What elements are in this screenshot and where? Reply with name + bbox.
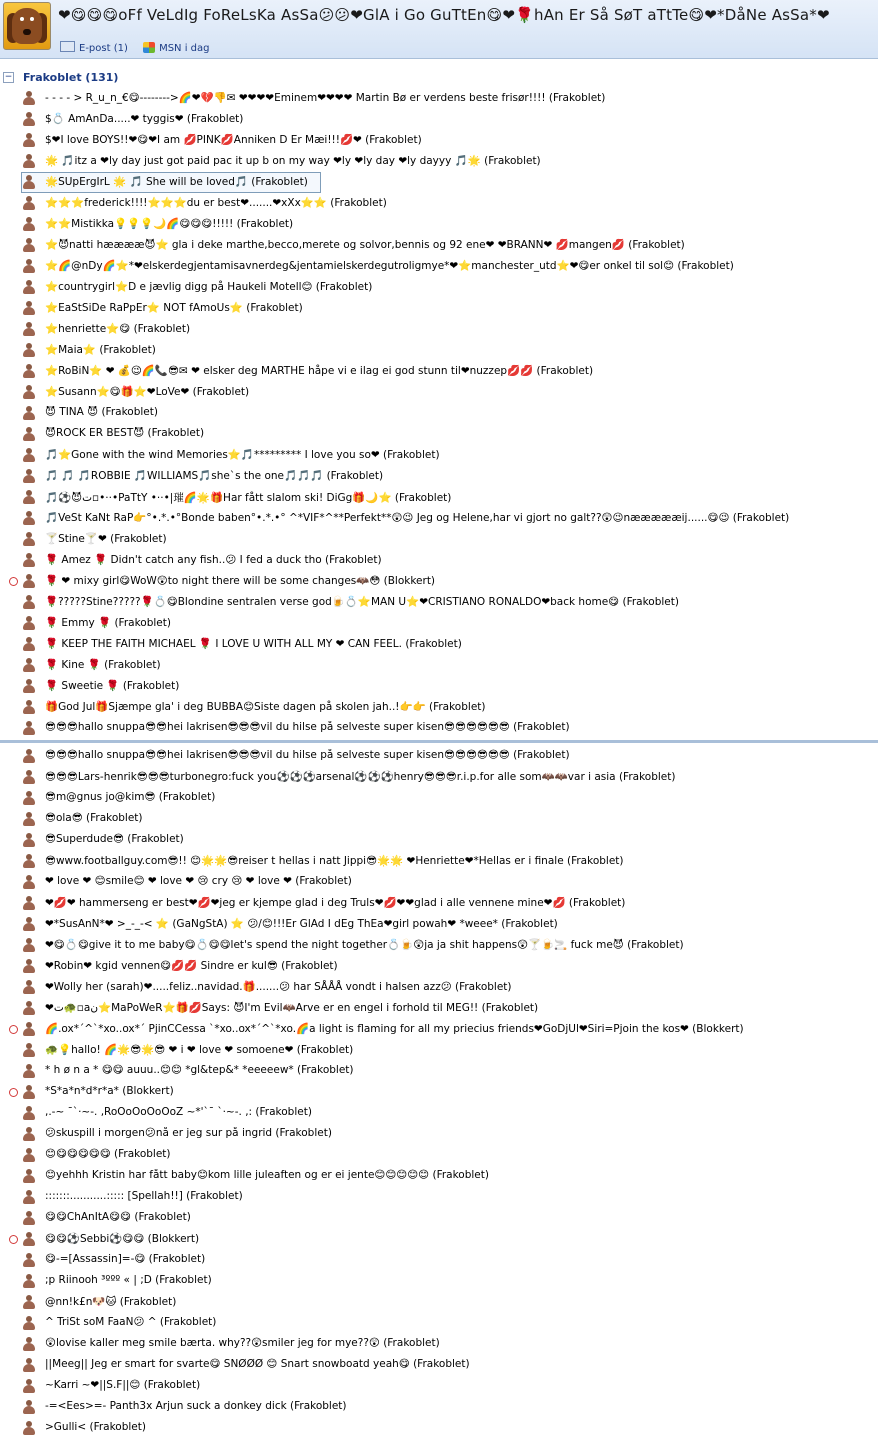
contact-row[interactable] <box>0 1166 878 1187</box>
contact-name: 🌹 ❤ mixy girl😋WoW😲to night there will be some changes🦇😳 (Blokkert) <box>45 575 436 587</box>
contact-name: 🌹 KEEP THE FAITH MICHAEL 🌹 I LOVE U WITH ALL MY ❤ CAN FEEL. (Frakoblet) <box>45 638 462 650</box>
contact-name: ❤😋💍😋give it to me baby😋💍😋😋let's spend the night together💍🍺😲ja ja shit happens😲🍸🍺🚬 fuck me😈 (Frakoblet) <box>45 939 684 951</box>
offline-buddy-icon <box>22 1127 36 1142</box>
contact-row[interactable] <box>0 571 878 592</box>
offline-buddy-icon <box>22 343 36 358</box>
display-name[interactable]: ❤😋😋😋oFf VeLdIg FoReLsKa AsSa😕😕❤GlA i Go GuTtEn😋❤🌹hAn Er Så SøT aTtTe😋❤*DåNe AsSa*❤ <box>58 6 830 24</box>
contact-row[interactable] <box>0 466 878 487</box>
contact-name: ⭐⭐⭐frederick!!!!⭐⭐⭐du er best❤.......❤xXx⭐⭐ (Frakoblet) <box>45 197 387 209</box>
blocked-icon <box>9 1088 18 1097</box>
offline-buddy-icon <box>22 1253 36 1268</box>
offline-buddy-icon <box>22 154 36 169</box>
contact-name: 🎵 🎵 🎵ROBBIE 🎵WILLIAMS🎵she`s the one🎵🎵🎵 (Frakoblet) <box>45 470 384 482</box>
contact-row[interactable] <box>0 361 878 382</box>
contact-row[interactable] <box>0 256 878 277</box>
contact-name: $💍 AmAnDa.....❤ tyggis❤ (Frakoblet) <box>45 113 244 125</box>
contact-row[interactable] <box>0 914 878 935</box>
blocked-icon <box>9 577 18 586</box>
contact-name: ❤ love ❤ 😊smile😊 ❤ love ❤ 😢 cry 😢 ❤ love ❤ (Frakoblet) <box>45 875 352 887</box>
contact-row[interactable] <box>0 718 878 739</box>
contact-name: ❤Robin❤ kgid vennen😋💋💋 Sindre er kul😎 (Frakoblet) <box>45 960 338 972</box>
contact-row[interactable] <box>0 1103 878 1124</box>
contact-name: 😎ola😎 (Frakoblet) <box>45 812 143 824</box>
contact-row[interactable] <box>0 214 878 235</box>
offline-buddy-icon <box>22 217 36 232</box>
contact-name: ⭐EaStSiDe RaPpEr⭐ NOT fAmoUs⭐ (Frakoblet) <box>45 302 303 314</box>
contact-name: $❤I love BOYS!!❤😋❤I am 💋PINK💋Anniken D Er Mæi!!!💋❤ (Frakoblet) <box>45 134 422 146</box>
offline-buddy-icon <box>22 1064 36 1079</box>
offline-buddy-icon <box>22 406 36 421</box>
group-offline[interactable] <box>0 70 878 86</box>
offline-buddy-icon <box>22 959 36 974</box>
contact-name: ^ TriSt soM FaaN😕 ^ (Frakoblet) <box>45 1316 217 1328</box>
blocked-icon <box>9 1235 18 1244</box>
contact-name: 🌹 Kine 🌹 (Frakoblet) <box>45 659 161 671</box>
contact-row[interactable] <box>0 676 878 697</box>
contact-row[interactable] <box>0 508 878 529</box>
offline-buddy-icon <box>22 1106 36 1121</box>
offline-buddy-icon <box>22 1043 36 1058</box>
contact-row[interactable] <box>0 1376 878 1397</box>
contact-row[interactable] <box>0 151 878 172</box>
contact-name: 🎵⚽😈ت▫•··•PaTtY •··•|璀🌈🌟🎁Har fått slalom ski! DiGg🎁🌙⭐ (Frakoblet) <box>45 492 452 504</box>
offline-buddy-icon <box>22 917 36 932</box>
contact-row[interactable] <box>0 550 878 571</box>
offline-buddy-icon <box>22 91 36 106</box>
offline-buddy-icon <box>22 427 36 442</box>
contact-name: ❤*SusAnN*❤ >_-_-< ⭐ (GaNgStA) ⭐ 😕/😊!!!Er GlAd I dEg ThEa❤girl powah❤ *weee* (Frakoblet) <box>45 918 558 930</box>
offline-buddy-icon <box>22 595 36 610</box>
contact-name: @nn!k£n🐶🐱 (Frakoblet) <box>45 1296 177 1308</box>
offline-buddy-icon <box>22 448 36 463</box>
offline-buddy-icon <box>22 812 36 827</box>
contact-name: 😈ROCK ER BEST😈 (Frakoblet) <box>45 427 205 439</box>
contact-row[interactable] <box>0 613 878 634</box>
offline-buddy-icon <box>22 1337 36 1352</box>
contact-name: ❤Wolly her (sarah)❤.....feliz..navidad.🎁.......😕 har SÅÅÅ vondt i halsen azz😕 (Frakoblet) <box>45 981 512 993</box>
contact-name: *S*a*n*d*r*a* (Blokkert) <box>45 1085 174 1097</box>
offline-buddy-icon <box>22 1022 36 1037</box>
offline-buddy-icon <box>22 469 36 484</box>
offline-buddy-icon <box>22 1274 36 1289</box>
contact-row[interactable] <box>0 872 878 893</box>
contact-name: -=<Ees>=- Panth3x Arjun suck a donkey dick (Frakoblet) <box>45 1400 347 1412</box>
header-links <box>60 41 221 55</box>
offline-buddy-icon <box>22 1400 36 1415</box>
contact-row[interactable] <box>0 1124 878 1145</box>
envelope-icon <box>60 41 75 52</box>
offline-buddy-icon <box>22 175 36 190</box>
contact-row[interactable] <box>0 1271 878 1292</box>
contact-name: 😎😎😎hallo snuppa😎😎hei lakrisen😎😎😎vil du hilse på selveste super kisen😎😎😎😎😎😎 (Frakoblet) <box>45 721 570 733</box>
contact-name: ❤💋❤ hammerseng er best❤💋❤jeg er kjempe glad i deg Truls❤💋❤❤glad i alle vennene mine❤💋 (Frakoblet) <box>45 897 626 909</box>
contact-name: 😊yehhh Kristin har fått baby😊kom lille juleaften og er ei jente😊😊😊😊😊 (Frakoblet) <box>45 1169 489 1181</box>
contact-name: >Gulli< (Frakoblet) <box>45 1421 146 1433</box>
contact-name: 😋😋ChAnItA😋😋 (Frakoblet) <box>45 1211 191 1223</box>
offline-buddy-icon <box>22 1211 36 1226</box>
contact-row[interactable] <box>0 788 878 809</box>
offline-buddy-icon <box>22 301 36 316</box>
offline-buddy-icon <box>22 259 36 274</box>
contact-name: 🍸Stine🍸❤ (Frakoblet) <box>45 533 167 545</box>
contact-name: - - - - > R_u_n_€😋-------->🌈❤💔👎✉ ❤❤❤❤Eminem❤❤❤❤ Martin Bø er verdens beste frisør!!!! (Frakoblet) <box>45 92 606 104</box>
contact-name: :::::::...........::::: [Spellah!!] (Frakoblet) <box>45 1190 243 1202</box>
contact-row[interactable] <box>0 88 878 109</box>
contact-row[interactable] <box>0 956 878 977</box>
offline-buddy-icon <box>22 721 36 736</box>
contact-row[interactable] <box>0 592 878 613</box>
offline-buddy-icon <box>22 385 36 400</box>
contact-name: ~Karri ~❤||S.F||😊 (Frakoblet) <box>45 1379 201 1391</box>
contact-row[interactable] <box>0 1250 878 1271</box>
contact-name: 😎😎😎Lars-henrik😎😎😎turbonegro:fuck you⚽⚽⚽arsenal⚽⚽⚽henry😎😎😎r.i.p.for alle som🦇🦇var i asia (Frakoblet) <box>45 771 676 783</box>
contact-row[interactable] <box>0 746 878 767</box>
offline-buddy-icon <box>22 770 36 785</box>
offline-buddy-icon <box>22 1169 36 1184</box>
blocked-icon <box>9 1025 18 1034</box>
contact-list-header <box>0 0 878 59</box>
offline-buddy-icon <box>22 553 36 568</box>
msn-today-link[interactable] <box>143 43 209 54</box>
contact-name: 🌹 Emmy 🌹 (Frakoblet) <box>45 617 171 629</box>
contact-name: ||Meeg|| Jeg er smart for svarte😋 SNØØØ 😊 Snart snowboatd yeah😋 (Frakoblet) <box>45 1358 470 1370</box>
group-label: Frakoblet (131) <box>23 71 119 84</box>
offline-buddy-icon <box>22 1232 36 1247</box>
contact-row[interactable] <box>0 998 878 1019</box>
offline-buddy-icon <box>22 1085 36 1100</box>
contact-name: 🎁God Jul🎁Sjæmpe gla' i deg BUBBA😊Siste dagen på skolen jah..!👉👉 (Frakoblet) <box>45 701 486 713</box>
contact-row[interactable] <box>0 487 878 508</box>
contact-row[interactable] <box>0 277 878 298</box>
offline-buddy-icon <box>22 1148 36 1163</box>
offline-buddy-icon <box>22 364 36 379</box>
offline-buddy-icon <box>22 980 36 995</box>
contact-name: ⭐Maia⭐ (Frakoblet) <box>45 344 156 356</box>
contact-name: 😎😎😎hallo snuppa😎😎hei lakrisen😎😎😎vil du hilse på selveste super kisen😎😎😎😎😎😎 (Frakoblet) <box>45 749 570 761</box>
contact-row[interactable] <box>0 1187 878 1208</box>
offline-buddy-icon <box>22 196 36 211</box>
offline-buddy-icon <box>22 511 36 526</box>
offline-buddy-icon <box>22 1379 36 1394</box>
contact-row[interactable] <box>0 235 878 256</box>
contact-row[interactable] <box>0 340 878 361</box>
contact-row[interactable] <box>0 1061 878 1082</box>
offline-buddy-icon <box>22 1421 36 1436</box>
contact-name: 😈 TINA 😈 (Frakoblet) <box>45 406 158 418</box>
offline-buddy-icon <box>22 490 36 505</box>
contact-name: ⭐🌈@nDy🌈⭐*❤elskerdegjentamisavnerdeg&jentamielskerdegutroligmye*❤⭐manchester_utd⭐❤😋er onkel til sol😊 (Frakoblet) <box>45 260 734 272</box>
contact-name: ⭐countrygirl⭐D e jævlig digg på Haukeli Motell😊 (Frakoblet) <box>45 281 373 293</box>
basset-hound-avatar[interactable] <box>3 2 51 50</box>
offline-buddy-icon <box>22 1295 36 1310</box>
contact-name: * h ø n a * 😋😋 auuu..😊😊 *gl&tep&* *eeeeew* (Frakoblet) <box>45 1064 354 1076</box>
contact-name: ⭐😈natti hææææ😈⭐ gla i deke marthe,becco,merete og solvor,bennis og 92 ene❤ ❤BRANN❤ 💋mangen💋 (Frakoblet) <box>45 239 685 251</box>
offline-buddy-icon <box>22 833 36 848</box>
contact-row[interactable] <box>0 935 878 956</box>
contact-row[interactable] <box>0 298 878 319</box>
offline-buddy-icon <box>22 679 36 694</box>
contact-row[interactable] <box>0 697 878 718</box>
contact-name: ,.-~ ¯`·~-. ,RoOoOoOoOoZ ~*'`¯ `·~-. ,: (Frakoblet) <box>45 1106 312 1118</box>
contact-row[interactable] <box>0 319 878 340</box>
contact-row[interactable] <box>0 1040 878 1061</box>
offline-buddy-icon <box>22 322 36 337</box>
collapse-minus-icon[interactable]: − <box>4 72 13 82</box>
offline-buddy-icon <box>22 1316 36 1331</box>
contact-name: ;p Riinooh ³ººº « | ;D (Frakoblet) <box>45 1274 212 1286</box>
contact-row[interactable] <box>0 130 878 151</box>
contact-name: ⭐RoBiN⭐ ❤ 💰😉🌈📞😎✉ ❤ elsker deg MARTHE håpe vi e ilag ei god stunn til❤nuzzep💋💋 (Frakoblet) <box>45 365 594 377</box>
offline-buddy-icon <box>22 112 36 127</box>
contact-name: ⭐Susann⭐😋🎁⭐❤LoVe❤ (Frakoblet) <box>45 386 250 398</box>
contact-name: ⭐henriette⭐😋 (Frakoblet) <box>45 323 191 335</box>
offline-buddy-icon <box>22 854 36 869</box>
email-link[interactable] <box>60 43 128 54</box>
contact-row[interactable] <box>0 382 878 403</box>
offline-buddy-icon <box>22 791 36 806</box>
offline-buddy-icon <box>22 616 36 631</box>
contact-name: 🌹?????Stine?????🌹💍😋Blondine sentralen verse god🍺💍⭐MAN U⭐❤CRISTIANO RONALDO❤back home😋 (Frakoblet) <box>45 596 679 608</box>
offline-buddy-icon <box>22 700 36 715</box>
offline-buddy-icon <box>22 133 36 148</box>
contact-row[interactable] <box>0 830 878 851</box>
contact-name: 🌈.ox*´^`*xo..ox*´ PjinCCessa `*xo..ox*´^`*xo.🌈a light is flaming for all my priecius friends❤GoDjUl❤Siri=Pjoin the kos❤ (Blokkert) <box>45 1023 744 1035</box>
contact-name: 😎www.footballguy.com😎!! 😊🌟🌟😎reiser t hellas i natt Jippi😎🌟🌟 ❤Henriette❤*Hellas er i finale (Frakoblet) <box>45 855 624 867</box>
contact-row[interactable] <box>0 809 878 830</box>
contact-row[interactable] <box>0 424 878 445</box>
offline-buddy-icon <box>22 238 36 253</box>
contact-name: 😋😋⚽Sebbi⚽😋😋 (Blokkert) <box>45 1233 200 1245</box>
contact-row[interactable] <box>0 445 878 466</box>
contact-row[interactable] <box>0 529 878 550</box>
contact-row[interactable] <box>0 1208 878 1229</box>
offline-buddy-icon <box>22 749 36 764</box>
offline-buddy-icon <box>22 658 36 673</box>
contact-name: 😲lovise kaller meg smile bærta. why??😲smiler jeg for mye??😲 (Frakoblet) <box>45 1337 440 1349</box>
contact-name: ⭐⭐Mistikka💡💡💡🌙🌈😋😋😋!!!!! (Frakoblet) <box>45 218 294 230</box>
contact-row[interactable] <box>0 1019 878 1040</box>
contact-row[interactable] <box>0 851 878 872</box>
offline-buddy-icon <box>22 1190 36 1205</box>
contact-row[interactable] <box>0 767 878 788</box>
contact-row[interactable] <box>0 172 878 193</box>
contact-row[interactable] <box>0 977 878 998</box>
contact-name: 🌹 Sweetie 🌹 (Frakoblet) <box>45 680 180 692</box>
msn-butterfly-icon <box>143 42 155 53</box>
contact-name: 😊😋😋😋😋😋 (Frakoblet) <box>45 1148 171 1160</box>
contact-row[interactable] <box>0 1397 878 1418</box>
contact-row[interactable] <box>0 109 878 130</box>
contact-row[interactable] <box>0 1145 878 1166</box>
offline-buddy-icon <box>22 875 36 890</box>
email-label: E-post (1) <box>79 43 128 54</box>
list-divider <box>0 740 878 743</box>
contact-name: 🌟 🎵itz a ❤ly day just got paid pac it up b on my way ❤ly ❤ly day ❤ly dayyy 🎵🌟 (Frakoblet) <box>45 155 541 167</box>
contact-row[interactable] <box>0 893 878 914</box>
contact-name: ❤ت🐢▫aن⭐MaPoWeR⭐🎁💋Says: 😈I'm Evil🦇Arve er en engel i forhold til MEG!! (Frakoblet) <box>45 1002 539 1014</box>
offline-buddy-icon <box>22 938 36 953</box>
contact-name: 🎵VeSt KaNt RaP👉°•.*.•°Bonde baben°•.*.•° ^*VIF*^**Perfekt**😲😉 Jeg og Helene,har vi gjort no galt??😲😉næææææij......😋😉 (Frakoblet) <box>45 512 790 524</box>
contact-name: 🌹 Amez 🌹 Didn't catch any fish..😕 I fed a duck tho (Frakoblet) <box>45 554 382 566</box>
offline-buddy-icon <box>22 280 36 295</box>
contact-row[interactable] <box>0 655 878 676</box>
offline-buddy-icon <box>22 1358 36 1373</box>
contact-row[interactable] <box>0 193 878 214</box>
contact-name: 😋-=[Assassin]=-😋 (Frakoblet) <box>45 1253 206 1265</box>
contact-row[interactable] <box>0 634 878 655</box>
offline-buddy-icon <box>22 637 36 652</box>
contact-row[interactable] <box>0 403 878 424</box>
offline-buddy-icon <box>22 532 36 547</box>
contact-name: 🐢💡hallo! 🌈🌟😎🌟😎 ❤ i ❤ love ❤ somoene❤ (Frakoblet) <box>45 1044 354 1056</box>
contact-row[interactable] <box>0 1229 878 1250</box>
contact-row[interactable] <box>0 1082 878 1103</box>
contact-name: 😎Superdude😎 (Frakoblet) <box>45 833 184 845</box>
contact-name: 😎m@gnus jo@kim😎 (Frakoblet) <box>45 791 216 803</box>
contact-row[interactable] <box>0 1355 878 1376</box>
contact-row[interactable] <box>0 1418 878 1439</box>
contact-name: 🌟SUpErgIrL 🌟 🎵 She will be loved🎵 (Frakoblet) <box>45 176 308 188</box>
offline-buddy-icon <box>22 1001 36 1016</box>
contact-name: 😕skuspill i morgen😕nå er jeg sur på ingrid (Frakoblet) <box>45 1127 332 1139</box>
offline-buddy-icon <box>22 574 36 589</box>
contact-row[interactable] <box>0 1292 878 1313</box>
contact-row[interactable] <box>0 1313 878 1334</box>
offline-buddy-icon <box>22 896 36 911</box>
msn-today-label: MSN i dag <box>159 43 210 54</box>
contact-row[interactable] <box>0 1334 878 1355</box>
contact-name: 🎵⭐Gone with the wind Memories⭐🎵********* I love you so❤ (Frakoblet) <box>45 449 440 461</box>
